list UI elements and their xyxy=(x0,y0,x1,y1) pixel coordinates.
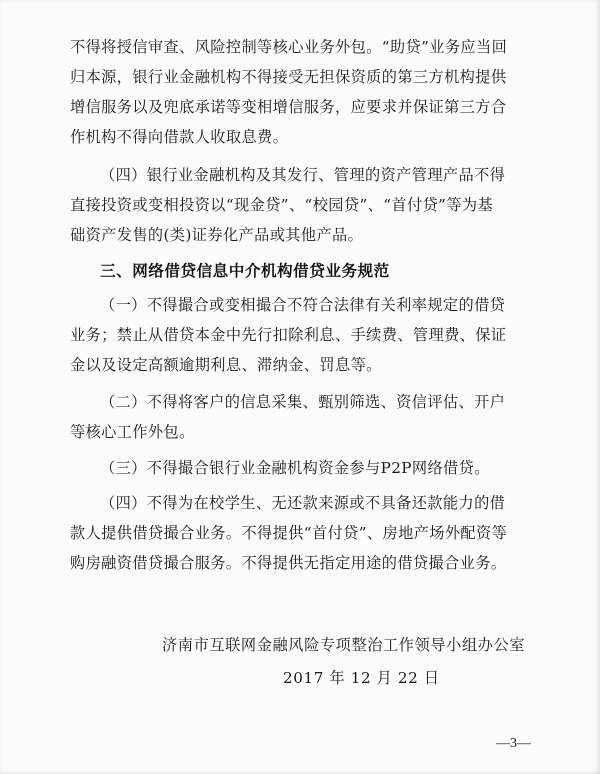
item-line: （一）不得撮合或变相撮合不符合法律有关利率规定的借贷 xyxy=(100,296,506,314)
paragraph-line: 不得将授信审查、风险控制等核心业务外包。“助贷”业务应当回 xyxy=(70,38,508,56)
item-line: （二）不得将客户的信息采集、甄别筛选、资信评估、开户 xyxy=(100,393,506,411)
signature-date: 2017 年 12 月 22 日 xyxy=(283,669,440,687)
item-line: 业务；禁止从借贷本金中先行扣除利息、手续费、管理费、保证 xyxy=(70,326,507,344)
section-heading: 三、网络借贷信息中介机构借贷业务规范 xyxy=(100,262,390,280)
item-line: 金以及设定高额逾期利息、滞纳金、罚息等。 xyxy=(70,356,382,374)
paragraph-line: 作机构不得向借款人收取息费。 xyxy=(70,128,289,146)
signature-org: 济南市互联网金融风险专项整治工作领导小组办公室 xyxy=(162,636,526,654)
paragraph-line: 归本源，银行业金融机构不得接受无担保资质的第三方机构提供 xyxy=(70,68,507,86)
item-line: 等核心工作外包。 xyxy=(70,423,195,441)
page-number: —3— xyxy=(496,736,531,751)
item-line: （四）不得为在校学生、无还款来源或不具备还款能力的借 xyxy=(100,494,506,512)
item-line: 购房融资借贷撮合服务。不得提供无指定用途的借贷撮合业务。 xyxy=(70,554,507,572)
item-line: （三）不得撮合银行业金融机构资金参与P2P网络借贷。 xyxy=(100,459,490,477)
paragraph-line: （四）银行业金融机构及其发行、管理的资产管理产品不得 xyxy=(100,166,506,184)
paragraph-line: 础资产发售的(类)证券化产品或其他产品。 xyxy=(70,226,364,244)
item-line: 款人提供借贷撮合业务。不得提供“首付贷”、房地产场外配资等 xyxy=(70,524,508,542)
paragraph-line: 直接投资或变相投资以“现金贷”、“校园贷”、“首付贷”等为基 xyxy=(70,196,494,214)
paragraph-line: 增信服务以及兜底承诺等变相增信服务，应要求并保证第三方合 xyxy=(70,98,507,116)
